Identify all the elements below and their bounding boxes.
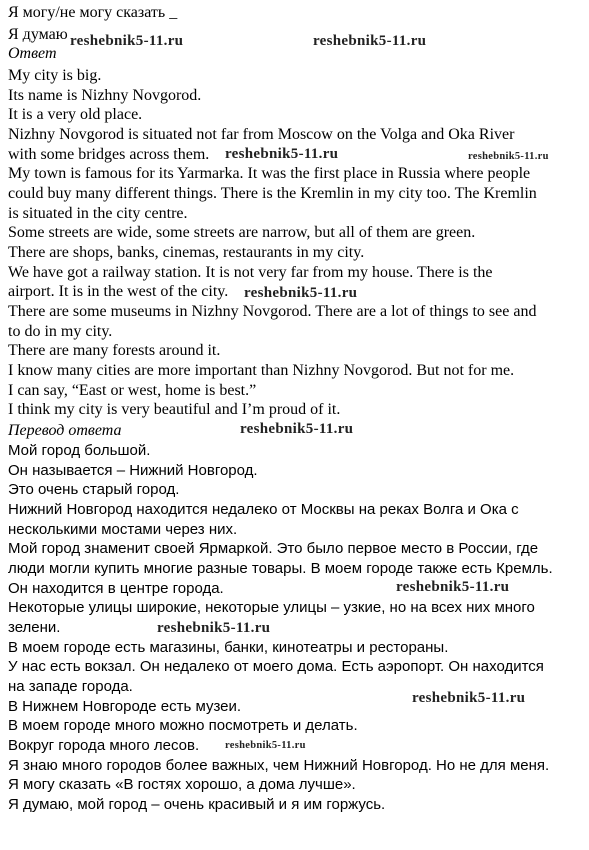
translation-line: Он называется – Нижний Новгород. bbox=[8, 462, 258, 479]
translation-line: Я могу сказать «В гостях хорошо, а дома лучше». bbox=[8, 776, 356, 793]
translation-line: Некоторые улицы широкие, некоторые улицы – узкие, но на всех них много bbox=[8, 599, 535, 616]
answer-line: My town is famous for its Yarmarka. It was the first place in Russia where people bbox=[8, 165, 531, 182]
translation-line: Я думаю, мой город – очень красивый и я им горжусь. bbox=[8, 796, 386, 813]
translation-line: Мой город большой. bbox=[8, 442, 151, 459]
header-line-1: Я могу/не могу сказать _ bbox=[8, 4, 178, 21]
translation-line: Нижний Новгород находится недалеко от Москвы на реках Волга и Ока с bbox=[8, 501, 519, 518]
answer-line: I know many cities are more important than Nizhny Novgorod. But not for me. bbox=[8, 362, 515, 379]
answer-line: My city is big. bbox=[8, 67, 102, 84]
translation-line: зелени. bbox=[8, 619, 61, 636]
watermark: reshebnik5-11.ru bbox=[396, 579, 510, 595]
answer-line: to do in my city. bbox=[8, 323, 113, 340]
translation-line: В моем городе есть магазины, банки, кинотеатры и рестораны. bbox=[8, 639, 449, 656]
translation-line: Он находится в центре города. bbox=[8, 580, 224, 597]
answer-line: could buy many different things. There is the Kremlin in my city too. The Kremlin bbox=[8, 185, 537, 202]
answer-line: We have got a railway station. It is not very far from my house. There is the bbox=[8, 264, 493, 281]
translation-line: Мой город знаменит своей Ярмаркой. Это было первое место в России, где bbox=[8, 540, 539, 557]
answer-line: is situated in the city centre. bbox=[8, 205, 188, 222]
answer-line: I think my city is very beautiful and I’m proud of it. bbox=[8, 401, 341, 418]
watermark: reshebnik5-11.ru bbox=[225, 146, 339, 162]
watermark: reshebnik5-11.ru bbox=[225, 740, 306, 751]
watermark: reshebnik5-11.ru bbox=[240, 421, 354, 437]
translation-line: Это очень старый город. bbox=[8, 481, 180, 498]
watermark: reshebnik5-11.ru bbox=[412, 690, 526, 706]
translation-line: Я знаю много городов более важных, чем Нижний Новгород. Но не для меня. bbox=[8, 757, 550, 774]
watermark: reshebnik5-11.ru bbox=[70, 33, 184, 49]
answer-line: with some bridges across them. bbox=[8, 146, 210, 163]
answer-line: airport. It is in the west of the city. bbox=[8, 283, 229, 300]
answer-line: There are many forests around it. bbox=[8, 342, 221, 359]
translation-line: люди могли купить многие разные товары. В моем городе также есть Кремль. bbox=[8, 560, 553, 577]
watermark: reshebnik5-11.ru bbox=[244, 285, 358, 301]
answer-line: Its name is Nizhny Novgorod. bbox=[8, 87, 202, 104]
answer-line: There are some museums in Nizhny Novgorod. There are a lot of things to see and bbox=[8, 303, 537, 320]
translation-line: несколькими мостами через них. bbox=[8, 521, 238, 538]
translation-line: Вокруг города много лесов. bbox=[8, 737, 200, 754]
watermark: reshebnik5-11.ru bbox=[313, 33, 427, 49]
translation-line: на западе города. bbox=[8, 678, 133, 695]
answer-line: There are shops, banks, cinemas, restaurants in my city. bbox=[8, 244, 365, 261]
translation-label: Перевод ответа bbox=[8, 422, 122, 439]
translation-line: У нас есть вокзал. Он недалеко от моего дома. Есть аэропорт. Он находится bbox=[8, 658, 544, 675]
watermark: reshebnik5-11.ru bbox=[157, 620, 271, 636]
header-line-2: Я думаю bbox=[8, 26, 68, 43]
translation-line: В моем городе много можно посмотреть и делать. bbox=[8, 717, 358, 734]
answer-line: Some streets are wide, some streets are narrow, but all of them are green. bbox=[8, 224, 476, 241]
watermark: reshebnik5-11.ru bbox=[468, 151, 549, 162]
answer-line: It is a very old place. bbox=[8, 106, 143, 123]
answer-line: I can say, “East or west, home is best.” bbox=[8, 382, 257, 399]
answer-label: Ответ bbox=[8, 45, 57, 62]
answer-line: Nizhny Novgorod is situated not far from Moscow on the Volga and Oka River bbox=[8, 126, 515, 143]
translation-line: В Нижнем Новгороде есть музеи. bbox=[8, 698, 242, 715]
